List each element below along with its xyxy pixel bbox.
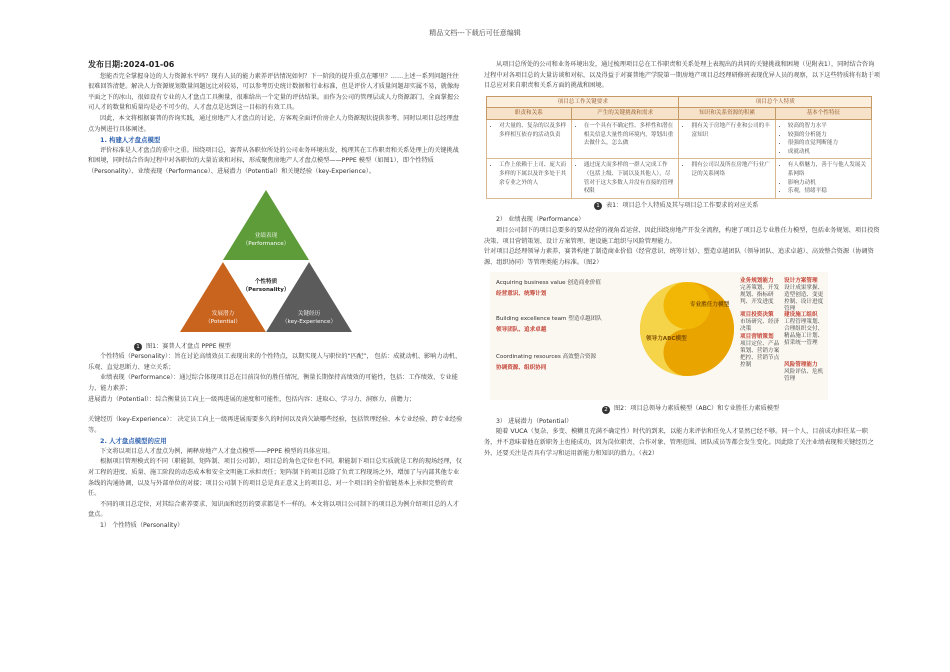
pppe-triangle-figure	[180, 186, 352, 336]
traits-table	[486, 96, 872, 199]
group-items: 风险评估、危机管理	[784, 369, 824, 383]
right-column	[484, 60, 880, 459]
cell-item: • 成就动机	[788, 148, 868, 157]
group-title: 建设施工组织	[784, 312, 818, 319]
center-label-en: （Personality）	[242, 287, 290, 294]
performance-subheading: 2） 业绩表现（Performance）	[496, 216, 585, 224]
table-row	[487, 159, 872, 198]
group-items: 完善策划、开发规划、指标研判、开发进度	[740, 285, 780, 306]
right-label: 关键经历	[297, 310, 321, 317]
potential-subheading: 3） 进展潜力（Potential）	[496, 417, 573, 425]
table-cell	[487, 119, 572, 158]
competency-group	[784, 312, 826, 347]
left-label-en: （Potential）	[205, 319, 241, 326]
competency-group	[784, 362, 826, 383]
yin-label: 领导力ABC模型	[646, 336, 687, 343]
application-paragraph: 下文将以项目总人才盘点为例，阐释房地产人才盘点模型——PPPE 模型的具体应用。	[100, 447, 334, 455]
group-title: 风险管理能力	[784, 362, 818, 369]
left-label: 发展潜力	[211, 310, 235, 317]
abc-model-figure	[490, 272, 828, 400]
group-items: 项目定位、产品策划、营销方案把控、营销节点控制	[740, 341, 780, 369]
cell-item: • 很强的直觉判断能力	[788, 139, 868, 148]
top-label-en: （Performance）	[242, 241, 290, 248]
cell-item: • 乐观，情绪平稳	[788, 187, 868, 196]
competency-group	[740, 334, 782, 369]
abc-row-sub: 协调资源、组织协同	[496, 365, 547, 372]
performance-paragraph: 业绩表现（Performance）：通过综合体现项目总在目前岗位的胜任情况，衡量长期保持高绩效的可能性，包括：工作绩效、专业能力、能力素养；	[88, 374, 458, 392]
figure2-caption-text: 图2：项目总领导力素质模型（ABC）和专业胜任力素质模型	[614, 405, 780, 413]
challenges-paragraph: 从项目总所处的公司和业务环境出发，通过梳理项目总在工作职责和关系处理上表现出的共同的关键挑战和困境（见附表1），同时结合咨询过程中对各项目总的大量访谈和对标，以及得益于对赛普地产学院第一期房地产项目总经理研修班表现优异人员的观察，以下这些特质将有助于项目总应对来自职责和关系方面的挑战和困境。	[484, 61, 880, 90]
figure1-caption	[134, 342, 464, 353]
potential-paragraph: 进展潜力（Potential）：综合衡量员工向上一级再进展的速度和可能性，包括内容：进取心、学习力、洞察力、前瞻力；	[88, 395, 416, 403]
cell-item: • 较强的分析能力	[788, 131, 868, 140]
experience-paragraph: 关键经历（key-Experience）： 决定员工向上一级再进展需要多久的时间以及尚欠缺哪些经验，包括管理经验、本专业经验、跨专业经验等。	[88, 416, 463, 434]
abc-row-cn: 塑造卓越团队	[568, 316, 602, 323]
right-label-en: （key-Experience）	[281, 319, 337, 326]
yin-yang-graphic	[638, 280, 736, 378]
table-cell	[571, 119, 679, 158]
leadership-paragraph: 针对项目总经理领导力素养，赛普构建了制造商业价值（经营意识、统筹计划）、塑造卓越团队（领导团队、追求卓越）、高效整合资源（协调资源、组织协同）等管理类能力标准。（图2）	[484, 248, 874, 266]
group-items: 工程管理策划、合理组织交付、精品施工计划、招采统一管理	[784, 319, 824, 347]
cell-item: • 有人格魅力，善于与他人发展关系网络	[788, 161, 868, 178]
group-title: 业务规划能力	[740, 278, 774, 285]
figure2-caption	[602, 404, 880, 415]
figure1-caption-text: 图1：赛普人才盘点 PPPE 模型	[146, 342, 231, 350]
table-row	[487, 119, 872, 158]
table-cell	[775, 119, 871, 158]
cell-item: • 在一个具有不确定性、多样性和潜在相关信息大量性的环境内，筹划出重去做什么，怎么做	[584, 122, 676, 148]
cell-item: • 拥有公司以及所在房地产行业广泛的关系网络	[691, 161, 771, 178]
abc-row	[496, 354, 636, 372]
model-paragraph: 评价标准是人才盘点的重中之重。围绕项目总，赛普从各职位所处的公司业务环境出发，梳理其在工作职责和关系处理上的关键挑战和困境，同时结合咨询过程中对各职位的大量访谈和对标，形成聚焦房地产人才盘点模型——PPPE 模型（如图1），即个性特质（Personality）、业绩表现（Performance）、进展潜力（Potential）和关键经验（key-Experience）。	[88, 146, 459, 175]
section-heading-model: 1. 构建人才盘点模型	[100, 136, 161, 145]
table-subheader: 基本个性特征	[775, 108, 871, 120]
competency-group	[784, 278, 826, 313]
group-title: 设计方案管理	[784, 278, 818, 285]
position-paragraph: 不同的项目总定位，对其综合素养要求、知识面和经历的要求都是不一样的。本文将以项目公司制下的项目总为例介绍项目总的人才盘点。	[88, 500, 459, 519]
competency-group	[740, 312, 782, 333]
left-column	[88, 60, 464, 532]
publish-date: 发布日期:2024-01-06	[88, 60, 175, 69]
center-label: 个性特质	[254, 278, 278, 285]
group-title: 项目营销策划	[740, 334, 774, 341]
vuca-paragraph: 随着 VUCA（复杂、多变、模糊且充满不确定性）时代的到来，以能力来评估和任免人才显然已经不够。同一个人，目前成功担任某一职务，并不意味着他在新职务上也能成功，因为岗位职责、合作对象、管理范围、团队成员等都会发生变化。因此除了关注业绩表现和关键经历之外，还要关注是否具有学习和运用新能力和知识的潜力。（表2）	[484, 428, 874, 457]
abc-row-cn: 高效整合资源	[562, 354, 597, 361]
abc-row-sub: 经营意识、统筹计划	[496, 291, 547, 298]
table-cell	[679, 159, 775, 198]
group-items: 市场研究、经济决策	[740, 319, 780, 333]
table-cell	[775, 159, 871, 198]
abc-row-en: Coordinating resources	[496, 354, 561, 361]
table-subheader: 产生的关键挑战和需求	[571, 108, 679, 120]
table-header-traits: 项目总个人特质	[679, 96, 872, 108]
cell-item: • 拥有关于房地产行业和公司的丰富知识	[691, 122, 771, 139]
competency-paragraph: 项目公司制下的项目总要多的要从经营的视角看运营，因此围绕房地产开发全流程，构建了项目总专业胜任力模型，包括业务规划、项目投资决策、项目营销策划、设计方案管理、建设施工组织与风险管理能力。	[484, 226, 880, 245]
section-heading-application: 2. 人才盘点模型的应用	[100, 437, 167, 446]
table1-caption-text: 表1：项目总个人特质及其与项目总工作要求的对应关系	[606, 201, 759, 209]
abc-row-cn: 创造商业价值	[567, 280, 601, 287]
caption-number-badge: 1	[134, 343, 142, 351]
table1-caption	[594, 201, 880, 212]
abc-row-sub: 领导团队、追求卓越	[496, 327, 547, 334]
yang-label: 专业胜任力模型	[690, 302, 730, 309]
personality-subheading: 1） 个性特质（Personality）	[100, 522, 184, 530]
cell-item: • 通过庞大而多样的一群人完成工作（包括上级、下属以及其他人），尽管对于这大多数人并没有直接的管理权限	[584, 161, 676, 195]
group-items: 设计成果掌握、造型创造、变更控制、设计进度管理	[784, 285, 824, 313]
abc-row	[496, 280, 636, 298]
table-subheader: 职责和关系	[487, 108, 572, 120]
cell-item: • 工作上依赖于上司、庞大而多样的下属以及许多处于其余专业之外的人	[499, 161, 568, 187]
cell-item: • 对大量的、复杂的以及多样多样相互依存的活动负责	[499, 122, 568, 139]
caption-number-badge: 1	[594, 202, 602, 210]
competency-group	[740, 278, 782, 306]
table-cell	[679, 119, 775, 158]
table-subheader: 知识和关系资源的积累	[679, 108, 775, 120]
intro-paragraph: 您能否完全掌握身边的人力资源水平吗？现有人员的能力素养评估情况如何？下一阶段的提升重点在哪里？……上述一系列问题往往很难回答清楚。解决人力资源规划数量问题远比对较易，可以参考历史统计数据和行业标准，但是评价人才质量问题却实属不易，就像海平面之下的冰山，很如设有专业的人才盘点工具衡量，很难给出一个定量的评估结果。而作为公司的管理层或人力资源部门，全面掌握公司人才的数量和质量均是必不可少的，人才盘点是达到这一目标的有效工具。	[88, 72, 460, 112]
group-title: 项目投资决策	[740, 312, 774, 319]
abc-row	[496, 316, 636, 334]
abc-row-en: Acquiring business value	[496, 280, 566, 287]
cell-item: • 较高的智力水平	[788, 122, 868, 131]
abc-row-en: Building excellence team	[496, 316, 567, 323]
cell-item: • 影响力动机	[788, 179, 868, 188]
intro-paragraph-2: 因此，本文将根据赛普的咨询实践，通过房地产人才盘点的讨论，方客观全面评价房企人力资源现状提供参考。同时以项目总经理盘点为例进行具体阐述。	[88, 114, 459, 133]
personality-paragraph: 个性特质（Personality）：旨在讨论高绩效员工表现出来的个性特点，以期实现人与职位的“匹配”， 包括：成就动机、影响力动机、乐观、直觉思断力、建立关系；	[88, 353, 462, 371]
page-header: 精品文档---下载后可任意编辑	[429, 29, 521, 37]
top-label: 业绩表现	[254, 232, 278, 239]
table-cell	[571, 159, 679, 198]
table-header-requirements: 项目总工作关键要求	[487, 96, 679, 108]
table-cell	[487, 159, 572, 198]
management-mode-paragraph: 根据项目管理模式的不同（职能制、矩阵制、项目公司制），项目总的角色定位也不同。职能制下项目总实质就是工程的现场经理，仅对工程的进度、质量、施工阶段的动态成本和安全文明施工承担责任；矩阵制下的项目总除了负责工程现场之外，增加了与内部其他专业条线的沟通协调，以及与外部单位的对接；项目公司制下的项目总是真正意义上的项目总，对一个项目的全价值链基本上承担完整的责任。	[88, 458, 462, 498]
top-triangle	[223, 190, 309, 260]
caption-number-badge: 2	[602, 406, 610, 414]
